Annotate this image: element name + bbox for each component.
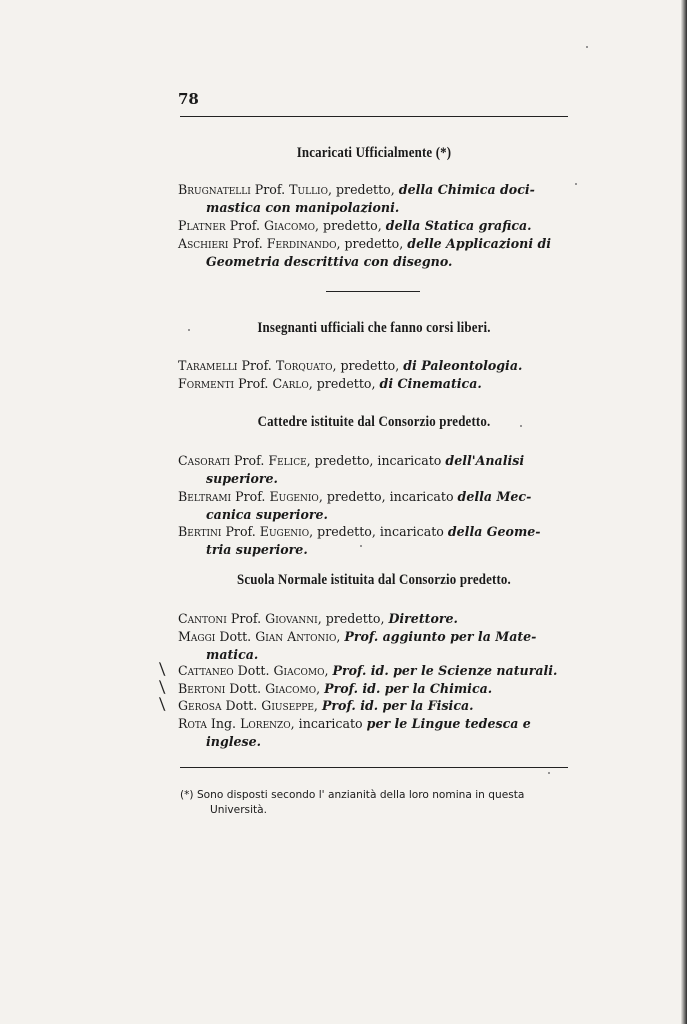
entry-taramelli: Taramelli Prof. Torquato, predetto, di Paleontologia. [178, 358, 523, 373]
surname: Bertoni [178, 681, 226, 696]
paper-speck [360, 545, 362, 547]
entry-beltrami: Beltrami Prof. Eugenio, predetto, incaricato della Mec- canica superiore. [178, 489, 532, 522]
surname: Rota [178, 716, 207, 731]
pencil-tick-mark: ⟍ [154, 678, 170, 698]
surname: Formenti [178, 376, 235, 391]
entry-maggi: Maggi Dott. Gian Antonio, Prof. aggiunto per la Mate- matica. [178, 629, 537, 662]
section-heading-scuola-normale: Scuola Normale istituita dal Consorzio predetto. [237, 572, 511, 588]
page-number: 78 [178, 90, 199, 108]
section-heading-incaricati: Incaricati Ufficialmente (*) [296, 145, 452, 161]
entry-bertoni: Bertoni Dott. Giacomo, Prof. id. per la Chimica. [178, 681, 493, 696]
paper-speck [520, 425, 522, 427]
entry-gerosa: Gerosa Dott. Giuseppe, Prof. id. per la Fisica. [178, 698, 474, 713]
paper-speck [548, 772, 550, 774]
pencil-tick-mark: ⟍ [154, 695, 170, 715]
surname: Brugnatelli [178, 182, 251, 197]
surname: Bertini [178, 524, 222, 539]
surname: Casorati [178, 453, 231, 468]
paper-speck [188, 329, 190, 331]
paper-speck [586, 46, 588, 48]
entry-rota: Rota Ing. Lorenzo, incaricato per le Lingue tedesca e inglese. [178, 716, 531, 749]
footnote-mark: (*) [180, 789, 194, 801]
entry-brugnatelli: Brugnatelli Prof. Tullio, predetto, della Chimica doci- mastica con manipolazioni. [178, 182, 535, 215]
paper-speck [575, 183, 577, 185]
surname: Taramelli [178, 358, 238, 373]
surname: Cantoni [178, 611, 227, 626]
entry-formenti: Formenti Prof. Carlo, predetto, di Cinematica. [178, 376, 482, 391]
surname: Platner [178, 218, 226, 233]
section-divider [326, 291, 420, 292]
entry-cantoni: Cantoni Prof. Giovanni, predetto, Direttore. [178, 611, 458, 626]
entry-casorati: Casorati Prof. Felice, predetto, incaricato dell'Analisi superiore. [178, 453, 525, 486]
surname: Beltrami [178, 489, 232, 504]
entry-cattaneo: Cattaneo Dott. Giacomo, Prof. id. per le Scienze naturali. [178, 663, 558, 678]
footnote-rule [180, 767, 568, 768]
surname: Gerosa [178, 698, 222, 713]
entry-bertini: Bertini Prof. Eugenio, predetto, incaricato della Geome- tria superiore. [178, 524, 541, 557]
section-heading-cattedre: Cattedre istituite dal Consorzio predetto. [257, 414, 491, 430]
page-edge [681, 0, 687, 1024]
header-rule [180, 116, 568, 117]
surname: Cattaneo [178, 663, 234, 678]
surname: Maggi [178, 629, 216, 644]
entry-aschieri: Aschieri Prof. Ferdinando, predetto, delle Applicazioni di Geometria descrittiva con disegno. [178, 236, 552, 269]
pencil-tick-mark: ⟍ [154, 660, 170, 680]
footnote: (*) Sono disposti secondo l' anzianità della loro nomina in questa Università. [180, 789, 525, 816]
entry-platner: Platner Prof. Giacomo, predetto, della Statica grafica. [178, 218, 532, 233]
surname: Aschieri [178, 236, 229, 251]
section-heading-insegnanti: Insegnanti ufficiali che fanno corsi liberi. [257, 320, 491, 336]
